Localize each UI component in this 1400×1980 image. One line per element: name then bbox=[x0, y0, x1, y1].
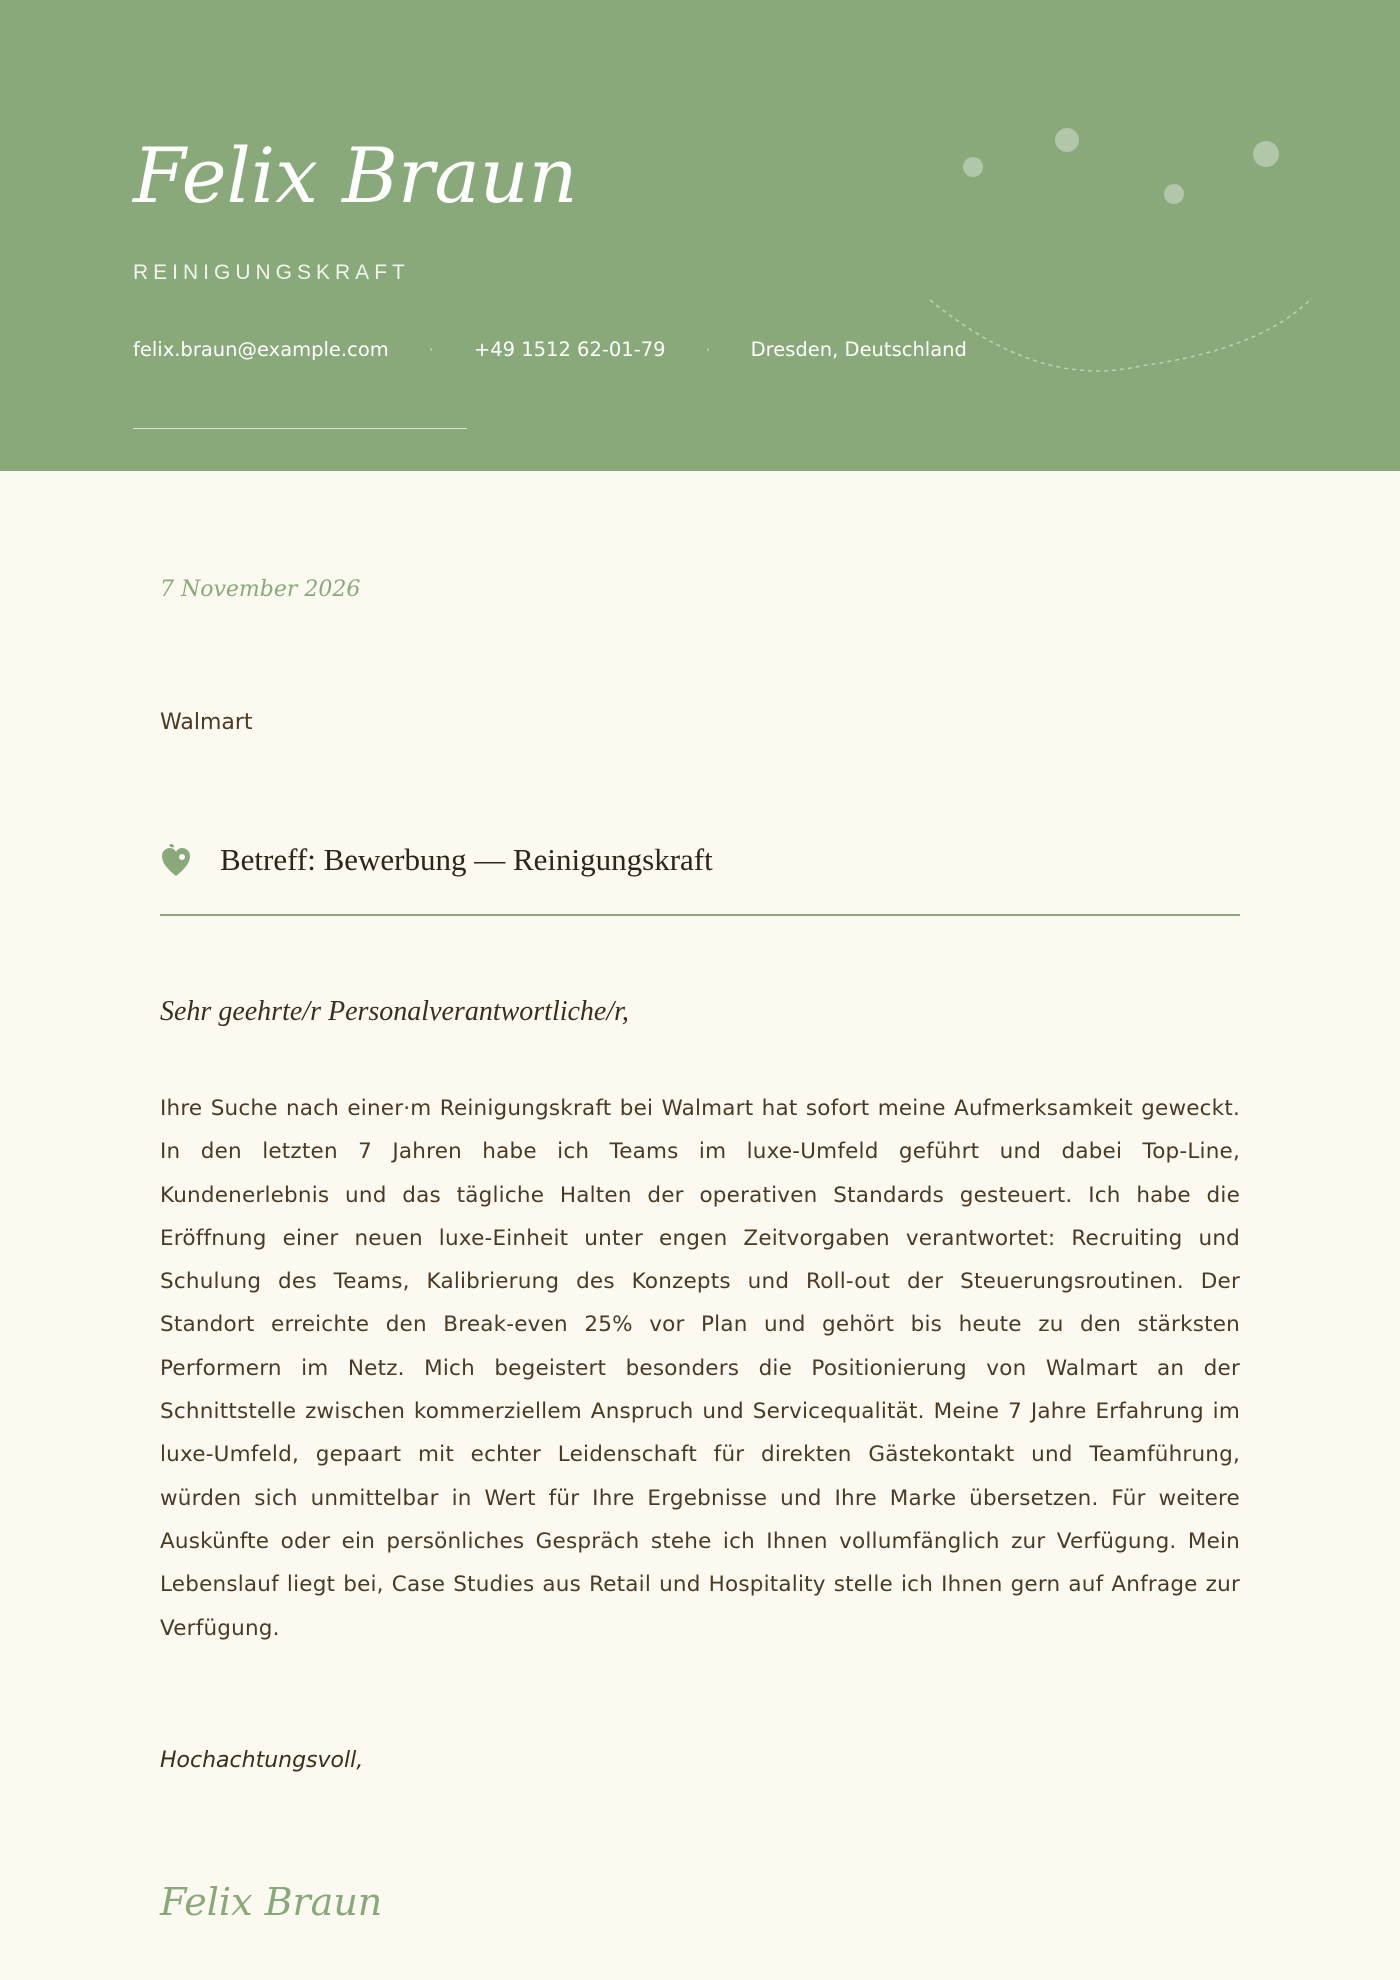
contact-line bbox=[133, 338, 967, 361]
recipient: Walmart bbox=[160, 710, 253, 735]
applicant-name: Felix Braun bbox=[133, 131, 578, 220]
phone-text[interactable]: +49 1512 62-01-79 bbox=[473, 338, 666, 361]
contact-separator: · bbox=[428, 340, 434, 359]
subject-line bbox=[160, 842, 1240, 878]
letter-body: Ihre Suche nach einer·m Reinigungskraft bei Walmart hat sofort meine Aufmerksamkeit geweckt. In den letzten 7 Jahren habe ich Teams im luxe-Umfeld geführt und dabei Top-Line, Kundenerlebnis und das tägliche Halten der operativen Standards gesteuert. Ich habe die Eröffnung einer neuen luxe-Einheit unter engen Zeitvorgaben verantwortet: Recruiting und Schulung des Teams, Kalibrierung des Konzepts und Roll-out der Steuerungsroutinen. Der Standort erreichte den Break-even 25% vor Plan und gehört bis heute zu den stärksten Performern im Netz. Mich begeistert besonders die Positionierung von Walmart an der Schnittstelle zwischen kommerziellem Anspruch und Servicequalität. Meine 7 Jahre Erfahrung im luxe-Umfeld, gepaart mit echter Leidenschaft für direkten Gästekontakt und Teamführung, würden sich unmittelbar in Wert für Ihre Ergebnisse und Ihre Marke übersetzen. Für weitere Auskünfte oder ein persönliches Gespräch stehe ich Ihnen vollumfänglich zur Verfügung. Mein Lebenslauf liegt bei, Case Studies aus Retail und Hospitality stelle ich Ihnen gern auf Anfrage zur Verfügung. bbox=[160, 1096, 1240, 1641]
decorative-dots bbox=[0, 0, 1400, 471]
contact-separator: · bbox=[705, 340, 711, 359]
floral-heart-icon bbox=[160, 842, 192, 878]
header-divider bbox=[133, 428, 467, 429]
closing: Hochachtungsvoll, bbox=[160, 1748, 364, 1773]
subject-heading: Betreff: Bewerbung — Reinigungskraft bbox=[220, 842, 713, 877]
job-title: REINIGUNGSKRAFT bbox=[133, 261, 410, 284]
email-text[interactable]: felix.braun@example.com bbox=[133, 338, 389, 361]
letter-date: 7 November 2026 bbox=[160, 577, 361, 602]
location-text: Dresden, Deutschland bbox=[750, 338, 967, 361]
salutation: Sehr geehrte/r Personalverantwortliche/r, bbox=[160, 996, 629, 1027]
subject-divider bbox=[160, 914, 1240, 916]
letterhead bbox=[0, 0, 1400, 471]
signature: Felix Braun bbox=[160, 1880, 383, 1924]
